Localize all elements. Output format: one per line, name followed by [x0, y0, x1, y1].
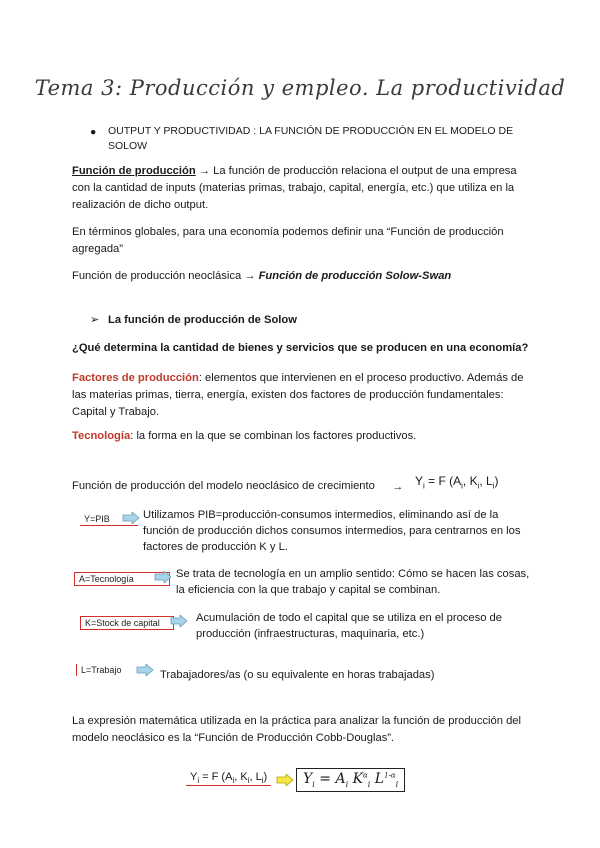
def-label-capital: K=Stock de capital: [80, 616, 174, 630]
def-label-tecnologia: A=Tecnología: [74, 572, 170, 586]
factores-text: : elementos que intervienen en el proceso productivo. Además de las materias primas, tierra, energía, existen dos factores de producción fundamentales: Capital y Trabajo.: [72, 372, 524, 418]
tecnologia-text: : la forma en la que se combinan los factores productivos.: [130, 430, 417, 442]
def-arrow-icon: [122, 512, 140, 524]
funcion-arrow: →: [198, 165, 210, 177]
def-arrow-icon: [136, 664, 154, 676]
tecnologia-paragraph: [72, 428, 532, 445]
cobb-paragraph: La expresión matemática utilizada en la práctica para analizar la función de producción del modelo neoclásico es la “Función de Producción Cobb-Douglas”.: [72, 715, 522, 744]
factores-term: Factores de producción: [72, 372, 199, 384]
tecnologia-term: Tecnología: [72, 430, 131, 442]
bullet-dot: ●: [90, 126, 97, 138]
neoclasica-line: [72, 268, 532, 285]
subheading: La función de producción de Solow: [108, 314, 297, 326]
funcion-term: Función de producción: [72, 165, 196, 177]
funcion-paragraph: [72, 163, 532, 214]
cobb-general-formula: $Y_i = F$ ($A_i$, $K_i$, $L_i$): [186, 771, 271, 786]
question: ¿Qué determina la cantidad de bienes y servicios que se producen en una economía?: [72, 342, 529, 354]
cobb-douglas-formula: $Y_i = A_i$ $K^\alpha_i$ $L^{1-\alpha}_i$: [296, 768, 405, 792]
def-arrow-icon: [170, 615, 188, 627]
cobb-arrow-icon: [276, 774, 294, 786]
production-formula: $Y_i = F$ ($A_i$, $K_i$, $L_i$): [415, 474, 499, 491]
arrow-bullet-icon: ➢: [90, 314, 100, 326]
def-arrow-icon: [154, 571, 172, 583]
def-text-tecnologia: Se trata de tecnología en un amplio sentido: Cómo se hacen las cosas, la eficiencia con la que trabajo y capital se combinan.: [176, 568, 530, 596]
def-text-trabajo: Trabajadores/as (o su equivalente en horas trabajadas): [160, 669, 435, 681]
global-paragraph: En términos globales, para una economía podemos definir una “Función de producción agregada”: [72, 226, 504, 255]
funcion-text: La función de producción relaciona el output de una empresa con la cantidad de inputs (materias primas, trabajo, capital, energía, etc.) que utiliza en la realización de dicho output.: [72, 165, 517, 211]
model-line-arrow: →: [392, 481, 404, 493]
def-text-capital: Acumulación de todo el capital que se utiliza en el proceso de producción (infraestructuras, maquinaria, etc.): [196, 612, 502, 640]
def-label-pib: Y=PIB: [80, 513, 138, 526]
def-text-pib: Utilizamos PIB=producción-consumos intermedios, eliminando así de la función de producción dichos consumos intermedios, para centrarnos en los factores de producción K y L.: [143, 509, 521, 553]
solow-swan-emph: Función de producción Solow-Swan: [258, 270, 452, 282]
def-label-trabajo: L=Trabajo: [76, 664, 125, 676]
model-line-text: Función de producción del modelo neoclásico de crecimiento: [72, 480, 375, 492]
neoclasica-text: Función de producción neoclásica →: [72, 270, 259, 282]
factores-paragraph: [72, 370, 532, 421]
bullet-output: OUTPUT Y PRODUCTIVIDAD : LA FUNCIÓN DE PRODUCCIÓN EN EL MODELO DE SOLOW: [108, 125, 514, 152]
page-title: Tema 3: Producción y empleo. La productividad: [34, 76, 566, 100]
